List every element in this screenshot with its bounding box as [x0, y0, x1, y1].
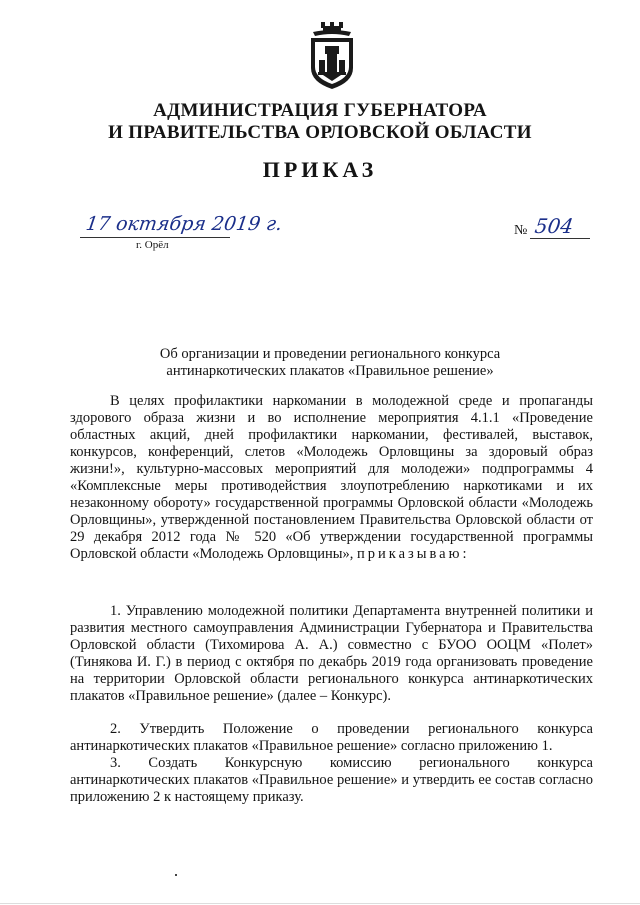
order-item-3: 3. Создать Конкурсную комиссию регионального конкурса антинаркотических плакатов «Правильное решение» и утвердить ее состав согласно приложению 2 к настоящему приказу. [70, 755, 593, 805]
number-label: № [514, 223, 528, 238]
order-item-2: 2. Утвердить Положение о проведении регионального конкурса антинаркотических плакатов «Правильное решение» согласно приложению 1. [70, 721, 593, 754]
document-subject: Об организации и проведении регионального конкурса антинаркотических плакатов «Правильное решение» [159, 346, 501, 379]
date-underline [80, 237, 230, 238]
org-title-line1: АДМИНИСТРАЦИЯ ГУБЕРНАТОРА [153, 100, 487, 121]
order-item-1: 1. Управлению молодежной политики Департамента внутренней политики и развития местного самоуправления Администрации Губернатора и Правительства Орловской области (Тихомирова А. А.) совместно с БУОО ООЦМ «Полет» (Тинякова И. Г.) в период с октября по декабрь 2019 года организовать проведение на территории Орловской области регионального конкурса антинаркотических плакатов «Правильное решение» (далее – Конкурс). [70, 603, 593, 704]
number-underline [530, 238, 590, 239]
document-date: 17 октября 2019 г. [84, 213, 284, 235]
document-city: г. Орёл [136, 239, 169, 251]
page-bottom-edge [0, 903, 640, 904]
document-number: 504 [533, 214, 575, 238]
scan-speck [175, 874, 177, 876]
org-title-line2: И ПРАВИТЕЛЬСТВА ОРЛОВСКОЙ ОБЛАСТИ [108, 122, 532, 143]
order-word: приказываю: [357, 546, 470, 562]
document-type: ПРИКАЗ [262, 157, 378, 182]
coat-of-arms-icon [305, 22, 359, 90]
intro-text: В целях профилактики наркомании в молодежной среде и пропаганды здорового образа жизни и во исполнение мероприятия 4.1.1 «Проведение областных акций, дней профилактики наркомании, фестивалей, выставок, конкурсов, конференций, слетов «Молодежь Орловщины за здоровый образ жизни!», культурно-массовых мероприятий для молодежи» подпрограммы 4 «Комплексные меры противодействия злоупотреблению наркотиками и их незаконному обороту» государственной программы Орловской области «Молодежь Орловщины», утвержденной постановлением Правительства Орловской области от 29 декабря 2012 года № 520 «Об утверждении государственной программы Орловской области «Молодежь Орловщины», [70, 393, 593, 562]
intro-paragraph [70, 393, 593, 563]
